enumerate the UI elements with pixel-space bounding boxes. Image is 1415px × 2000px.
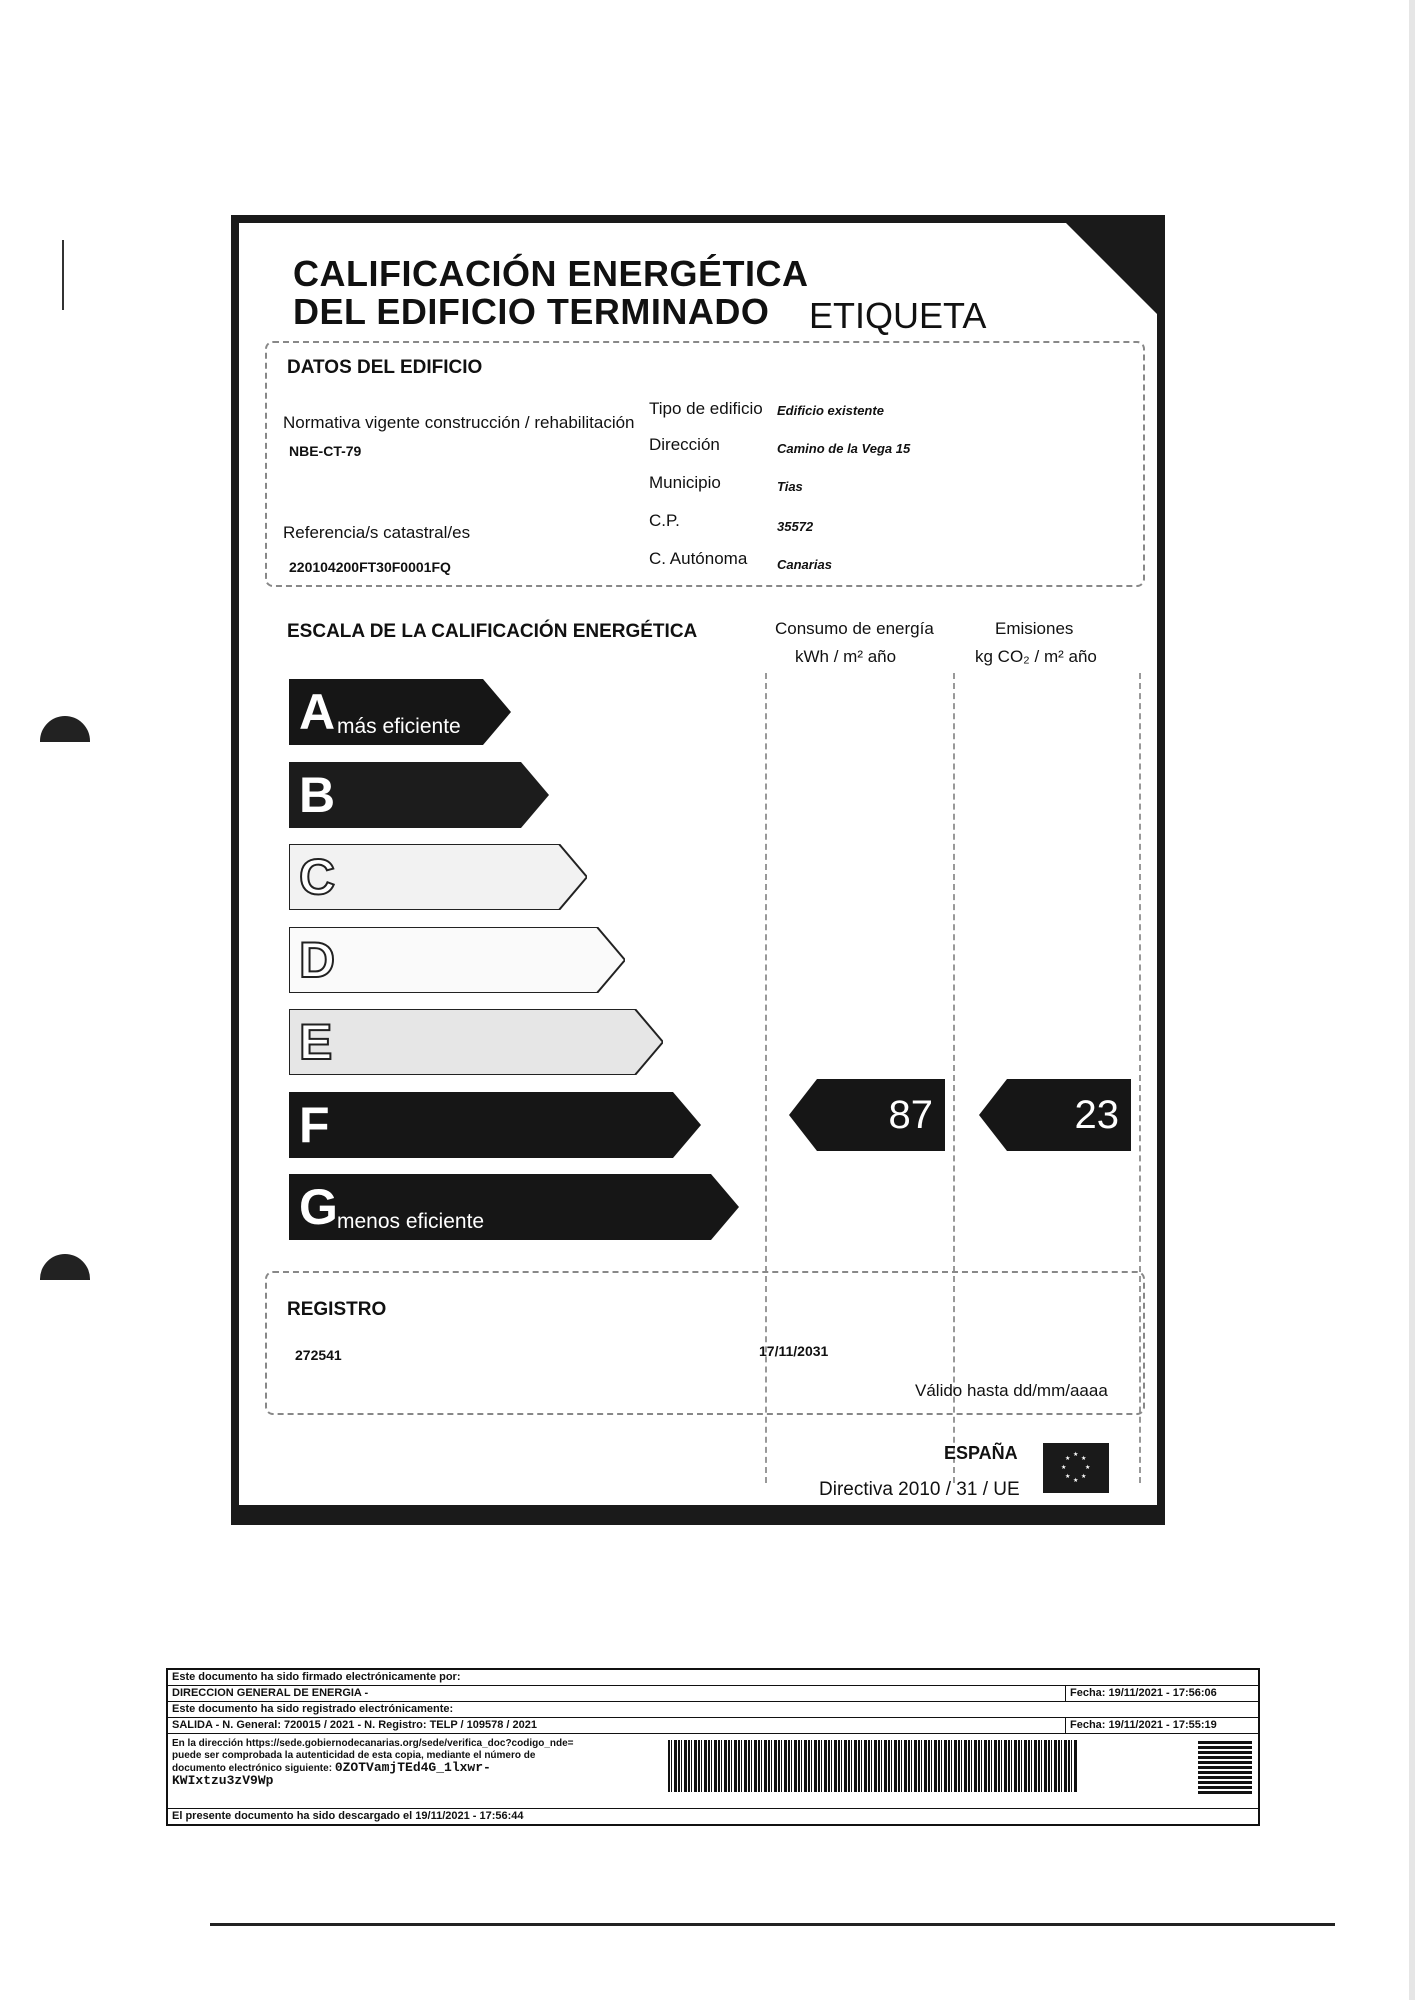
rating-bar-g <box>289 1174 739 1240</box>
normativa-label: Normativa vigente construcción / rehabilitación <box>283 413 635 432</box>
cp-label: C.P. <box>649 511 680 530</box>
autonoma-value: Canarias <box>777 557 832 572</box>
title-line-2: DEL EDIFICIO TERMINADO <box>293 291 770 332</box>
rating-text-g: menos eficiente <box>337 1210 485 1233</box>
bottom-rule <box>210 1923 1335 1926</box>
rating-letter-d: D <box>299 931 336 988</box>
registro-title: REGISTRO <box>287 1299 387 1320</box>
sig-line-1: Este documento ha sido firmado electrónicamente por: <box>172 1671 461 1683</box>
rating-bar-b <box>289 762 549 828</box>
barcode <box>668 1740 1078 1792</box>
rating-bar-a <box>289 679 511 745</box>
eu-flag-icon: ★ ★ ★ ★ ★ ★ ★ ★ <box>1043 1443 1109 1493</box>
bottom-band <box>231 1505 1165 1525</box>
etiqueta-heading: ETIQUETA <box>809 295 987 336</box>
rating-text-a: más eficiente <box>337 715 461 738</box>
title-line-1: CALIFICACIÓN ENERGÉTICA <box>293 253 809 294</box>
rating-bar-d <box>289 927 625 993</box>
energy-label <box>231 215 1165 1525</box>
consumo-unit: kWh / m² año <box>795 647 897 666</box>
sig-row-1 <box>168 1670 1258 1686</box>
tipo-label: Tipo de edificio <box>649 399 763 418</box>
consumo-value: 87 <box>888 1093 933 1137</box>
direccion-label: Dirección <box>649 435 720 454</box>
rating-letter-e: E <box>299 1014 333 1070</box>
rating-bar-f <box>289 1092 701 1158</box>
signature-table <box>166 1668 1260 1826</box>
rating-bar-c <box>289 844 587 910</box>
sig-row-2 <box>168 1686 1258 1702</box>
sig-line-2: DIRECCION GENERAL DE ENERGIA - <box>172 1687 369 1699</box>
margin-mark <box>62 240 64 310</box>
rating-bar-e <box>289 1009 663 1075</box>
emisiones-rating-box <box>979 1079 1131 1151</box>
consumo-label: Consumo de energía <box>775 619 934 638</box>
sig-line-4: SALIDA - N. General: 720015 / 2021 - N. Registro: TELP / 109578 / 2021 <box>172 1719 537 1731</box>
qr-code <box>1198 1740 1252 1794</box>
corner-triangle <box>1064 221 1159 316</box>
emisiones-value: 23 <box>1074 1093 1119 1137</box>
label-title <box>293 255 809 331</box>
municipio-value: Tias <box>777 479 803 494</box>
rating-letter-a: A <box>299 684 336 740</box>
consumo-rating-box <box>789 1079 945 1151</box>
registro-number: 272541 <box>295 1347 342 1363</box>
page-edge <box>1409 0 1415 2000</box>
punch-hole-bottom <box>40 1254 90 1280</box>
sig-row-3 <box>168 1702 1258 1718</box>
sig-row-4 <box>168 1718 1258 1734</box>
directive: Directiva 2010 / 31 / UE <box>819 1479 1020 1500</box>
direccion-value: Camino de la Vega 15 <box>777 441 911 456</box>
sig-row-download <box>168 1809 1258 1824</box>
sig-download: El presente documento ha sido descargado el 19/11/2021 - 17:56:44 <box>172 1810 524 1822</box>
valid-date: 17/11/2031 <box>759 1343 829 1359</box>
autonoma-label: C. Autónoma <box>649 549 748 568</box>
emisiones-unit: kg CO₂ / m² año <box>975 647 1097 666</box>
emisiones-label: Emisiones <box>995 619 1074 638</box>
rating-letter-g: G <box>299 1179 338 1235</box>
municipio-label: Municipio <box>649 473 721 492</box>
building-data-title: DATOS DEL EDIFICIO <box>287 357 483 378</box>
sig-code-1: 0ZOTVamjTEd4G_1lxwr- <box>334 1760 491 1775</box>
cp-value: 35572 <box>777 519 814 534</box>
referencia-label: Referencia/s catastral/es <box>283 523 471 542</box>
rating-letter-f: F <box>299 1096 330 1153</box>
country: ESPAÑA <box>944 1443 1018 1463</box>
rating-letter-b: B <box>299 766 336 823</box>
sig-verify-row <box>168 1734 1258 1809</box>
sig-verify-2: puede ser comprobada la autenticidad de esta copia, mediante el número de <box>172 1750 536 1761</box>
sig-date-2: Fecha: 19/11/2021 - 17:55:19 <box>1065 1718 1258 1733</box>
sig-line-3: Este documento ha sido registrado electrónicamente: <box>172 1703 454 1715</box>
punch-hole-top <box>40 716 90 742</box>
referencia-value: 220104200FT30F0001FQ <box>289 559 451 575</box>
sig-verify-1: En la dirección https://sede.gobiernodecanarias.org/sede/verifica_doc?codigo_nde= <box>172 1738 574 1749</box>
tipo-value: Edificio existente <box>777 403 884 418</box>
valid-label: Válido hasta dd/mm/aaaa <box>915 1381 1108 1400</box>
sig-code-2: KWIxtzu3zV9Wp <box>172 1773 274 1788</box>
scale-title: ESCALA DE LA CALIFICACIÓN ENERGÉTICA <box>287 621 698 642</box>
sig-date-1: Fecha: 19/11/2021 - 17:56:06 <box>1065 1686 1258 1701</box>
sig-verify-3: documento electrónico siguiente: <box>172 1763 333 1774</box>
normativa-value: NBE-CT-79 <box>289 443 362 459</box>
rating-letter-c: C <box>299 849 336 905</box>
